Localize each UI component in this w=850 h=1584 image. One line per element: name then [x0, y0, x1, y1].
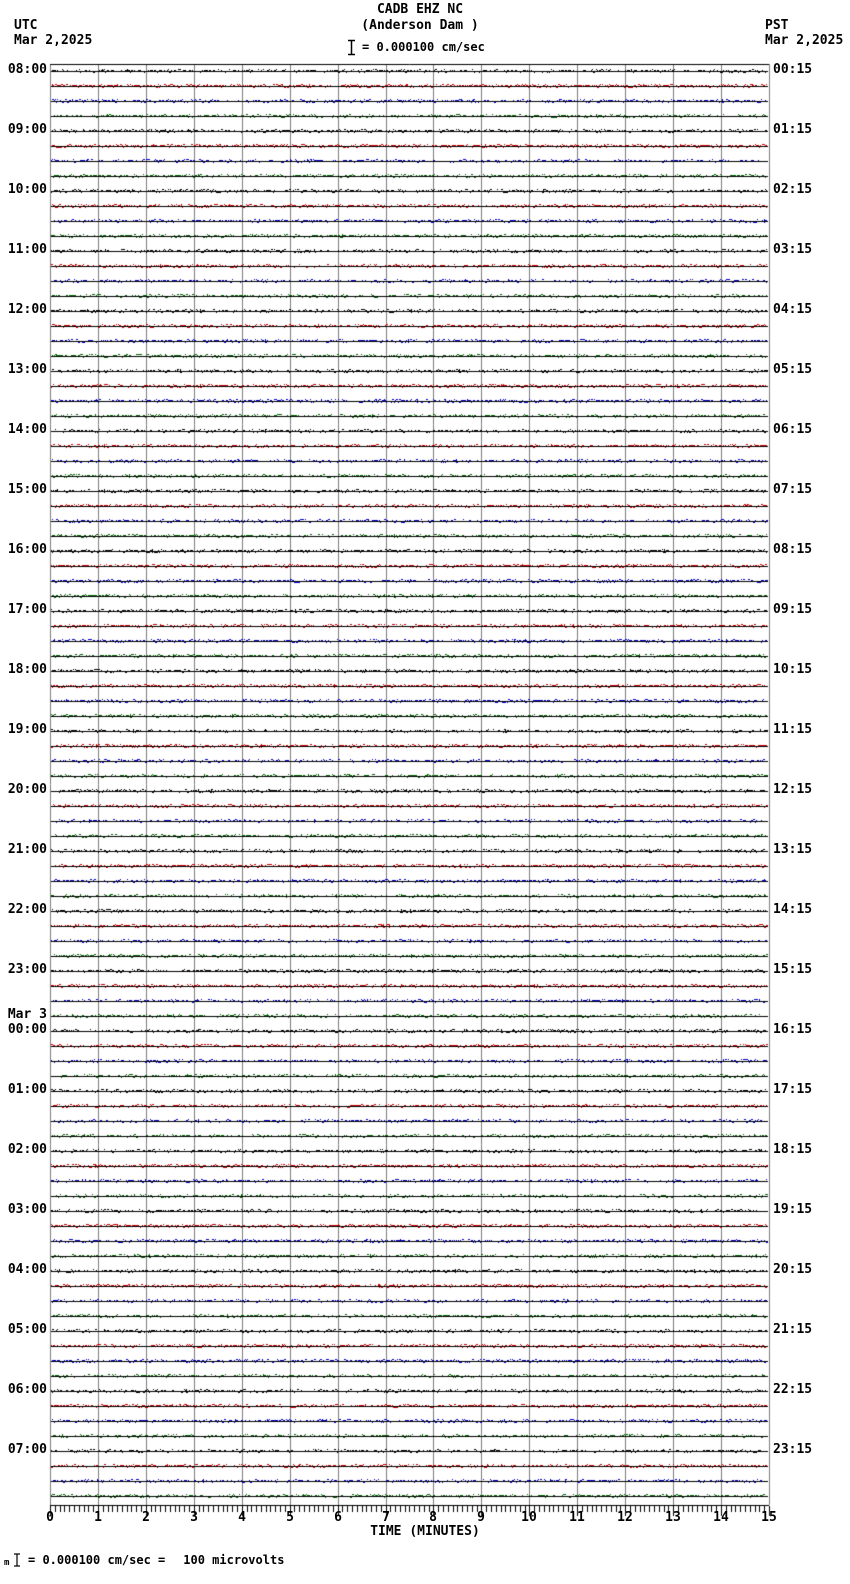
x-tick-label: 6 — [334, 1510, 342, 1525]
pst-hour-label: 05:15 — [773, 362, 813, 377]
footer-micro-glyph: m — [4, 1558, 10, 1568]
utc-hour-label: 16:00 — [7, 542, 47, 557]
pst-hour-label: 08:15 — [773, 542, 813, 557]
utc-hour-label: 11:00 — [7, 242, 47, 257]
utc-hour-label: 06:00 — [7, 1382, 47, 1397]
pst-hour-label: 12:15 — [773, 782, 813, 797]
utc-hour-label: 12:00 — [7, 302, 47, 317]
pst-hour-label: 16:15 — [773, 1022, 813, 1037]
pst-hour-label: 10:15 — [773, 662, 813, 677]
utc-hour-label: 23:00 — [7, 962, 47, 977]
pst-hour-label: 00:15 — [773, 62, 813, 77]
x-axis-title: TIME (MINUTES) — [370, 1524, 480, 1539]
utc-hour-label: 19:00 — [7, 722, 47, 737]
pst-hour-label: 20:15 — [773, 1262, 813, 1277]
footer-value-text: 100 microvolts — [183, 1553, 285, 1567]
station-location: (Anderson Dam ) — [361, 18, 479, 33]
utc-hour-label: 14:00 — [7, 422, 47, 437]
utc-hour-label: 20:00 — [7, 782, 47, 797]
pst-hour-label: 17:15 — [773, 1082, 813, 1097]
utc-hour-label: 21:00 — [7, 842, 47, 857]
station-title: CADB EHZ NC — [376, 2, 464, 17]
footer-scale-label — [28, 1553, 284, 1567]
pst-hour-label: 13:15 — [773, 842, 813, 857]
utc-hour-label: 10:00 — [7, 182, 47, 197]
title-block — [50, 2, 790, 34]
pst-hour-label: 04:15 — [773, 302, 813, 317]
x-tick-label: 8 — [429, 1510, 437, 1525]
utc-hour-label: 13:00 — [7, 362, 47, 377]
utc-hour-label: 15:00 — [7, 482, 47, 497]
pst-hour-label: 18:15 — [773, 1142, 813, 1157]
pst-hour-label: 22:15 — [773, 1382, 813, 1397]
utc-hour-label: 08:00 — [7, 62, 47, 77]
x-tick-label: 10 — [521, 1510, 537, 1525]
x-tick-label: 11 — [569, 1510, 585, 1525]
x-tick-label: 5 — [286, 1510, 294, 1525]
x-tick-label: 7 — [382, 1510, 390, 1525]
pst-hour-label: 11:15 — [773, 722, 813, 737]
pst-hour-label: 07:15 — [773, 482, 813, 497]
utc-hour-label: 09:00 — [7, 122, 47, 137]
utc-hour-label: 07:00 — [7, 1442, 47, 1457]
utc-hour-label: 17:00 — [7, 602, 47, 617]
pst-header: PST — [765, 18, 789, 33]
x-tick-label: 0 — [46, 1510, 54, 1525]
scale-label: = 0.000100 cm/sec — [362, 40, 485, 54]
pst-hour-label: 01:15 — [773, 122, 813, 137]
utc-hour-label: 02:00 — [7, 1142, 47, 1157]
pst-hour-label: 23:15 — [773, 1442, 813, 1457]
utc-hour-label: 01:00 — [7, 1082, 47, 1097]
x-tick-label: 9 — [477, 1510, 485, 1525]
x-tick-label: 15 — [761, 1510, 777, 1525]
utc-hour-label: 22:00 — [7, 902, 47, 917]
x-tick-label: 3 — [190, 1510, 198, 1525]
utc-header: UTC — [14, 18, 38, 33]
x-tick-label: 12 — [617, 1510, 633, 1525]
pst-hour-label: 21:15 — [773, 1322, 813, 1337]
utc-hour-label: 03:00 — [7, 1202, 47, 1217]
x-tick-label: 14 — [713, 1510, 729, 1525]
x-tick-label: 2 — [142, 1510, 150, 1525]
x-tick-label: 4 — [238, 1510, 246, 1525]
utc-hour-label: 00:00 — [7, 1022, 47, 1037]
footer-scale-text: = 0.000100 cm/sec = — [28, 1553, 166, 1567]
x-tick-label: 1 — [94, 1510, 102, 1525]
utc-hour-label: 18:00 — [7, 662, 47, 677]
pst-hour-label: 03:15 — [773, 242, 813, 257]
pst-hour-label: 06:15 — [773, 422, 813, 437]
utc-date: Mar 2,2025 — [14, 33, 93, 48]
utc-hour-label: 05:00 — [7, 1322, 47, 1337]
pst-hour-label: 19:15 — [773, 1202, 813, 1217]
footer-ibeam-icon — [13, 1552, 21, 1571]
pst-hour-label: 09:15 — [773, 602, 813, 617]
date-break-label: Mar 3 — [7, 1007, 47, 1022]
pst-date: Mar 2,2025 — [765, 33, 844, 48]
pst-hour-label: 14:15 — [773, 902, 813, 917]
pst-hour-label: 15:15 — [773, 962, 813, 977]
pst-hour-label: 02:15 — [773, 182, 813, 197]
scale-ibeam-icon — [347, 39, 356, 60]
x-tick-label: 13 — [665, 1510, 681, 1525]
utc-hour-label: 04:00 — [7, 1262, 47, 1277]
